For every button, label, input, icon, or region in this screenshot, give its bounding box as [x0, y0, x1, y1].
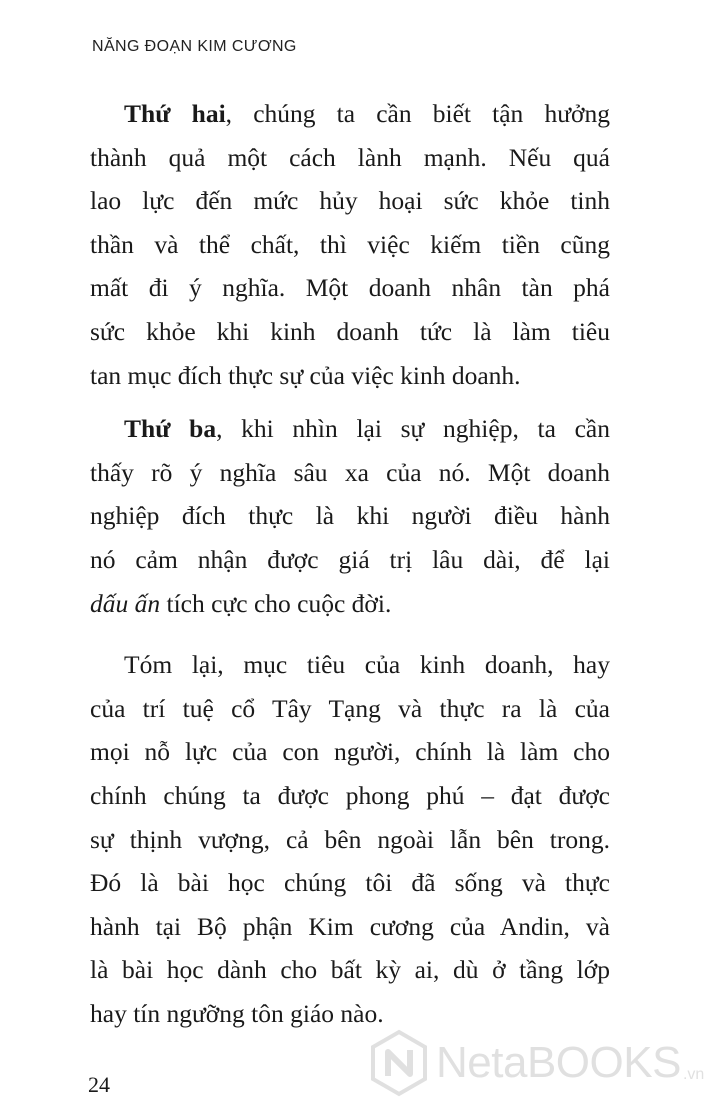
bold-lead: Thứ hai	[124, 99, 226, 128]
text-line	[90, 407, 610, 451]
text-line: chính chúng ta được phong phú – đạt được	[90, 780, 610, 810]
text-line: mọi nỗ lực của con người, chính là làm cho	[90, 737, 610, 767]
text-line	[90, 582, 610, 626]
text-line: lao lực đến mức hủy hoại sức khỏe tinh	[90, 186, 610, 216]
text-line: hay tín ngưỡng tôn giáo nào.	[90, 998, 384, 1028]
text-line: Đó là bài học chúng tôi đã sống và thực	[90, 868, 610, 898]
watermark-tld: .vn	[682, 1066, 704, 1083]
bold-lead: Thứ ba	[124, 414, 217, 444]
running-header: NĂNG ĐOẠN KIM CƯƠNG	[92, 38, 297, 55]
text-line: hành tại Bộ phận Kim cương của Andin, và	[90, 911, 610, 941]
text-line: của trí tuệ cổ Tây Tạng và thực ra là của	[90, 693, 610, 723]
paragraph-1	[90, 92, 610, 397]
text-line: thành quả một cách lành mạnh. Nếu quá	[90, 142, 610, 172]
text-line: tan mục đích thực sự của việc kinh doanh.	[90, 360, 521, 390]
text-line: sự thịnh vượng, cả bên ngoài lẫn bên trong.	[90, 824, 610, 854]
text-line: nghiệp đích thực là khi người điều hành	[90, 501, 610, 531]
text-line: sức khỏe khi kinh doanh tức là làm tiêu	[90, 316, 610, 346]
line-rest: , chúng ta cần biết tận hưởng	[225, 99, 610, 128]
netabooks-logo-icon	[370, 1030, 428, 1096]
line-rest: tích cực cho cuộc đời.	[160, 588, 392, 618]
watermark	[370, 1030, 704, 1096]
italic-phrase: dấu ấn	[90, 588, 161, 618]
text-line: Tóm lại, mục tiêu của kinh doanh, hay	[124, 650, 610, 680]
watermark-brand: NetaBOOKS	[436, 1038, 681, 1087]
paragraph-3	[90, 643, 610, 1035]
page-number: 24	[88, 1072, 110, 1097]
text-line: thấy rõ ý nghĩa sâu xa của nó. Một doanh	[90, 457, 610, 487]
line-rest: , khi nhìn lại sự nghiệp, ta cần	[216, 414, 610, 444]
text-line: thần và thể chất, thì việc kiếm tiền cũng	[90, 229, 610, 259]
text-line: mất đi ý nghĩa. Một doanh nhân tàn phá	[90, 273, 610, 303]
text-line: nó cảm nhận được giá trị lâu dài, để lại	[90, 544, 610, 574]
body-text	[90, 92, 610, 1035]
text-line: là bài học dành cho bất kỳ ai, dù ở tầng lớp	[90, 955, 610, 985]
paragraph-2	[90, 407, 610, 625]
text-line	[90, 92, 610, 136]
